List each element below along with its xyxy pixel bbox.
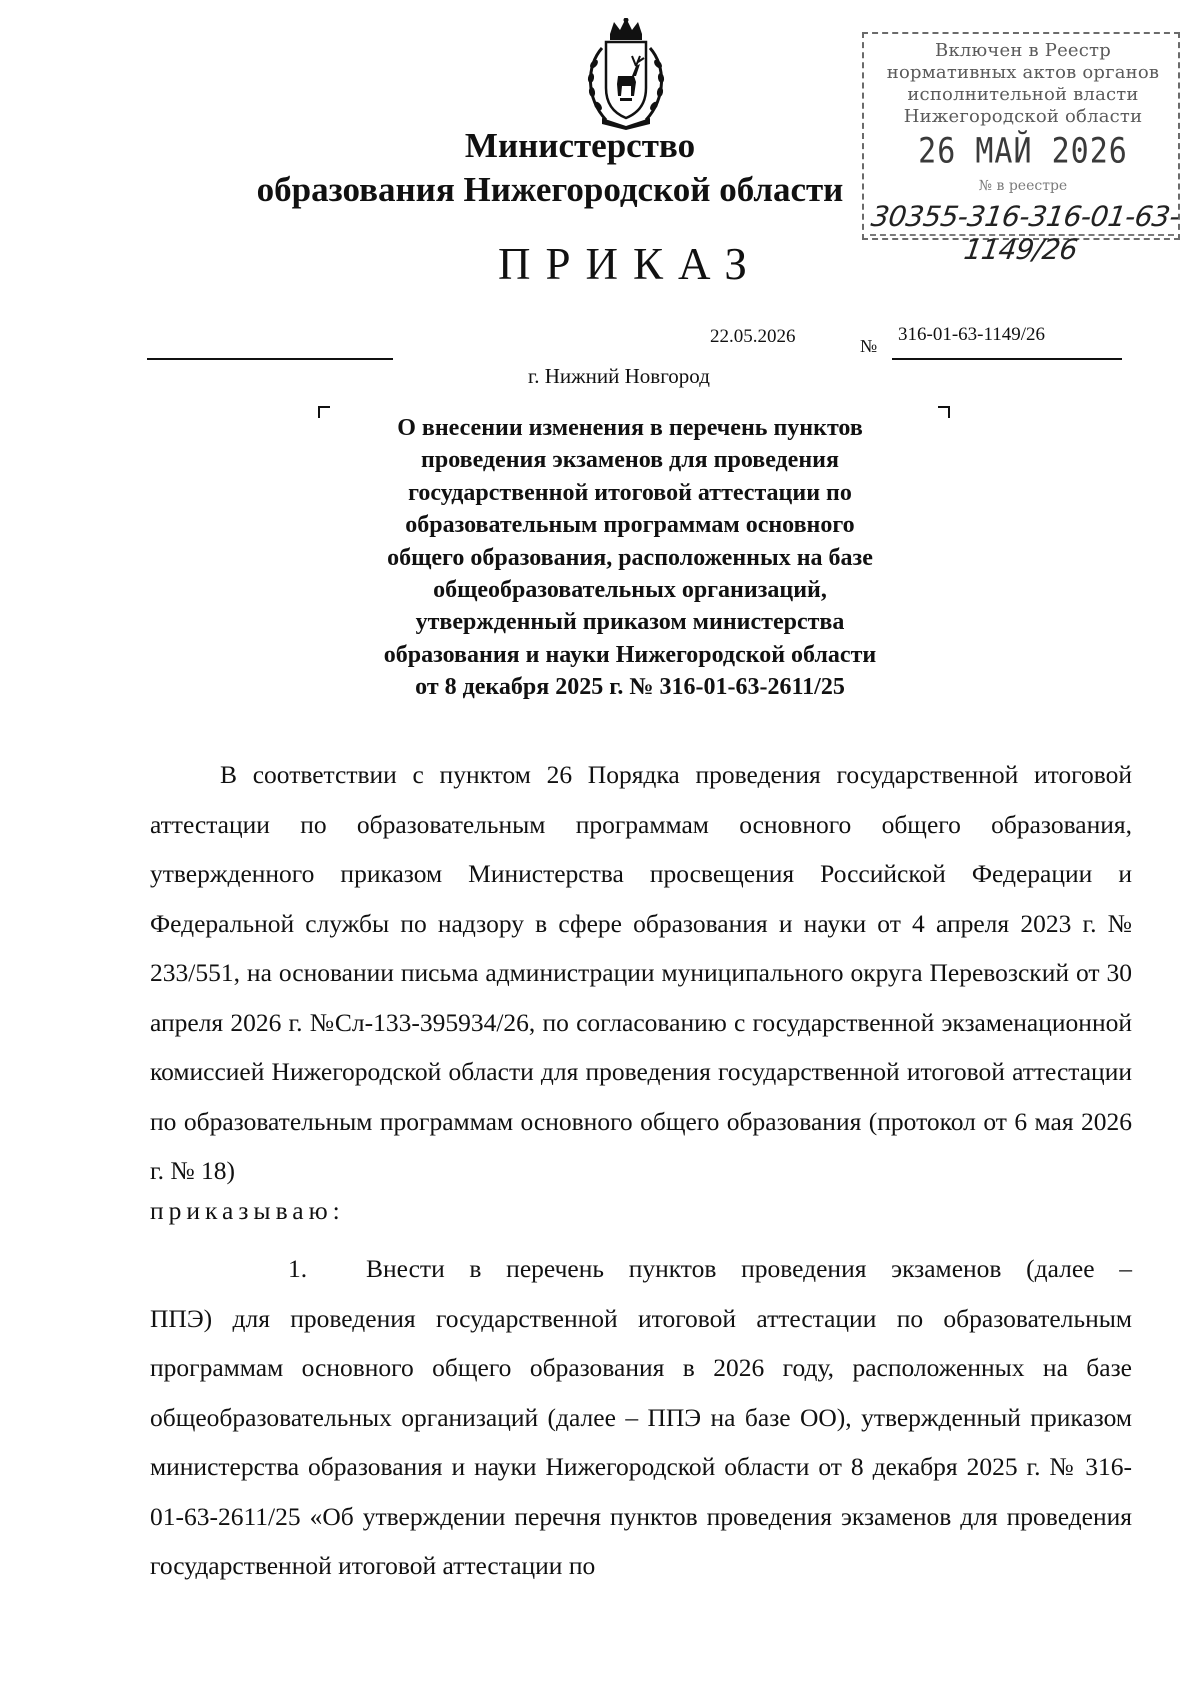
subject-bracket-left bbox=[318, 406, 330, 418]
order-verb: приказываю: bbox=[150, 1196, 345, 1225]
item-number: 1. bbox=[288, 1254, 308, 1283]
city: г. Нижний Новгород bbox=[528, 364, 710, 388]
stamp-line-1: Включен в Реестр bbox=[935, 40, 1111, 61]
item-1-first-line: Внести в перечень пунктов проведения экзаменов (далее – bbox=[366, 1254, 1132, 1283]
stamp-line-4: Нижегородской области bbox=[903, 106, 1143, 127]
subject-line: утвержденный приказом министерства bbox=[415, 609, 845, 636]
stamp-line-3: исполнительной власти bbox=[907, 84, 1139, 105]
ministry-heading-line-1: Министерство bbox=[464, 126, 696, 165]
subject-line: образования и науки Нижегородской области bbox=[383, 641, 877, 668]
blank-underline bbox=[147, 358, 393, 360]
coat-of-arms-icon bbox=[580, 18, 672, 130]
order-subject bbox=[330, 412, 930, 704]
order-date: 22.05.2026 bbox=[710, 326, 796, 347]
order-title: ПРИКАЗ bbox=[498, 239, 762, 289]
stamp-underline bbox=[870, 234, 1174, 236]
subject-line: общего образования, расположенных на базе bbox=[387, 544, 873, 571]
stamp-registry-label: № в реестре bbox=[978, 178, 1068, 194]
subject-line: проведения экзаменов для проведения bbox=[421, 447, 839, 474]
subject-line: общеобразовательных организаций, bbox=[433, 577, 827, 604]
number-sign: № bbox=[860, 336, 878, 356]
preamble-paragraph: В соответствии с пунктом 26 Порядка проведения государственной итоговой аттестации по образовательным программам основного общего образования, утвержденного приказом Министерства просвещения Российской Федерации и Федеральной службы по надзору в сфере образования и науки от 4 апреля 2023 г. № 233/551, на основании письма администрации муниципального округа Перевозский от 30 апреля 2026 г. №Сл-133-395934/26, по согласованию с государственной экзаменационной комиссией Нижегородской области для проведения государственной итоговой аттестации по образовательным программам основного общего образования (протокол от 6 мая 2026 г. № 18) bbox=[150, 760, 1132, 1185]
number-underline bbox=[892, 358, 1122, 360]
subject-bracket-right bbox=[938, 406, 950, 418]
ministry-heading-line-2: образования Нижегородской области bbox=[256, 170, 844, 209]
subject-line: О внесении изменения в перечень пунктов bbox=[397, 415, 863, 441]
order-number: 316-01-63-1149/26 bbox=[898, 324, 1046, 345]
stamp-line-2: нормативных актов органов bbox=[886, 62, 1160, 83]
stamp-registry-number: 30355-316-316-01-63-1149/26 bbox=[869, 200, 1182, 266]
stamp-date: 26 МАЙ 2026 bbox=[918, 131, 1128, 172]
subject-line: от 8 декабря 2025 г. № 316-01-63-2611/25 bbox=[415, 674, 845, 701]
subject-line: государственной итоговой аттестации по bbox=[408, 479, 852, 506]
registry-stamp bbox=[862, 32, 1182, 266]
item-1-text: ППЭ) для проведения государственной итоговой аттестации по образовательным программам основного общего образования в 2026 году, расположенных на базе общеобразовательных организаций (далее – ППЭ на базе ОО), утвержденный приказом министерства образования и науки Нижегородской области от 8 декабря 2025 г. № 316-01-63-2611/25 «Об утверждении перечня пунктов проведения экзаменов для проведения государственной итоговой аттестации по bbox=[150, 1303, 1132, 1580]
subject-line: образовательным программам основного bbox=[405, 512, 855, 539]
